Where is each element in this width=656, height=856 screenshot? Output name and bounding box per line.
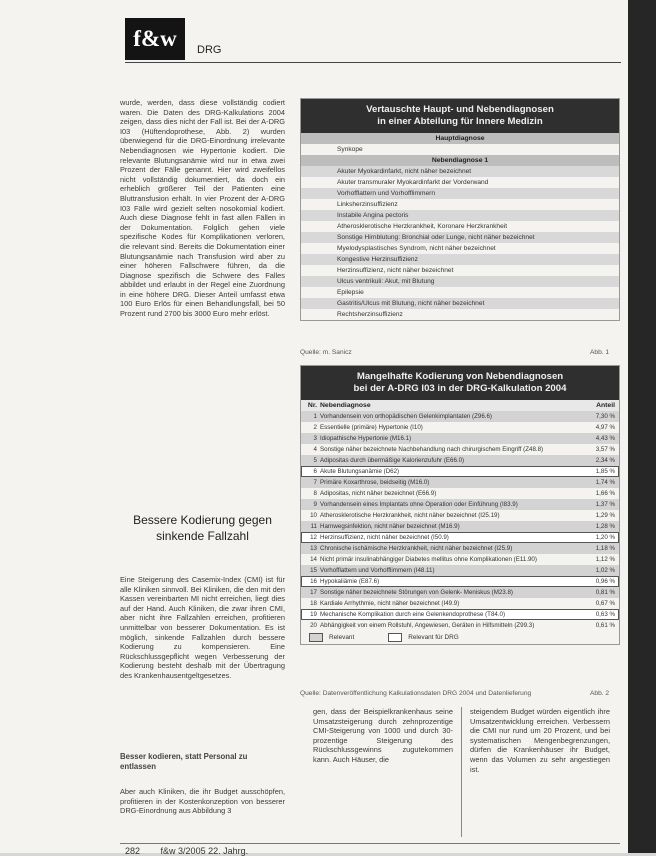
row-share: 1,74 % [595, 479, 615, 486]
row-diagnosis: Sonstige näher bezeichnete Nachbehandlung nach chirurgischem Eingriff (Z48.8) [320, 446, 544, 453]
table-row [301, 466, 619, 477]
table-row [301, 477, 619, 488]
row-diagnosis: Harnwegsinfektion, nicht näher bezeichnet (M16.9) [320, 523, 460, 530]
row-number: 9 [313, 501, 317, 508]
secondary-diagnosis-item: Akuter transmuraler Myokardinfarkt der Vorderwand [337, 179, 489, 186]
col-name-header: Nebendiagnose [320, 402, 371, 409]
figure-1-number: Abb. 1 [590, 349, 610, 356]
row-share: 4,97 % [595, 424, 615, 431]
secondary-diagnosis-item: Kongestive Herzinsuffizienz [301, 254, 619, 265]
row-share: 0,81 % [595, 589, 615, 596]
figure-2-legend [301, 631, 619, 644]
row-share: 1,66 % [595, 490, 615, 497]
table-row [301, 532, 619, 543]
legend-drg-swatch [388, 633, 402, 642]
secondary-diagnosis-item: Atherosklerotische Herzkrankheit, Koronare Herzkrankheit [337, 223, 508, 230]
secondary-diagnosis-item: Linksherzinsuffizienz [337, 201, 398, 208]
page-footer [125, 846, 266, 856]
table-row [301, 521, 619, 532]
header-rule [125, 62, 621, 63]
row-share: 1,37 % [595, 501, 615, 508]
table-row [301, 565, 619, 576]
table-row [301, 620, 619, 631]
row-share: 4,43 % [595, 435, 615, 442]
row-number: 5 [313, 457, 317, 464]
row-number: 16 [310, 578, 317, 585]
row-diagnosis: Mechanische Komplikation durch eine Gelenkendoprothese (T84.0) [320, 611, 506, 618]
figure-1-title-line1: Vertauschte Haupt- und Nebendiagnosen [366, 104, 554, 115]
table-row [301, 444, 619, 455]
row-number: 10 [310, 512, 317, 519]
row-number: 20 [310, 622, 317, 629]
row-diagnosis: Primäre Koxarthrose, beidseitig (M16.0) [320, 479, 430, 486]
secondary-diagnosis-item: Rechtsherzinsuffizienz [337, 311, 403, 318]
main-diagnosis-item: Synkope [337, 146, 363, 153]
col-share-header: Anteil [596, 402, 615, 409]
column-separator [461, 707, 462, 837]
row-diagnosis: Vorhofflattern und Vorhofflimmern (I48.11) [320, 567, 435, 574]
table-row [301, 609, 619, 620]
table-header [301, 400, 619, 411]
row-diagnosis: Adipositas durch übermäßige Kalorienzufuhr (E66.0) [320, 457, 465, 464]
row-number: 1 [313, 413, 317, 420]
subheading: Bessere Kodierung gegen sinkende Fallzahl [133, 513, 272, 543]
footer-rule [120, 843, 620, 844]
row-share: 1,20 % [595, 534, 615, 541]
table-row [301, 543, 619, 554]
row-number: 4 [313, 446, 317, 453]
row-diagnosis: Hypokaliämie (E87.6) [320, 578, 380, 585]
row-share: 3,57 % [595, 446, 615, 453]
row-number: 17 [310, 589, 317, 596]
secondary-diagnosis-item: Instabile Angina pectoris [301, 210, 619, 221]
row-diagnosis: Adipositas, nicht näher bezeichnet (E66.9) [320, 490, 437, 497]
row-diagnosis: Atherosklerotische Herzkrankheit, nicht näher bezeichnet (I25.19) [320, 512, 500, 519]
row-share: 0,67 % [595, 600, 615, 607]
figure-2-title-line2: bei der A-DRG I03 in der DRG-Kalkulation 2004 [353, 383, 567, 394]
body-text-right: steigendem Budget würden eigentlich ihre Umsatzentwicklung erreichen. Verbessern die CMI nur rund um 20 Prozent, und bei systematischen Mengenbegrenzungen, dürfen die Krankenhäuser ihr Budget, wenn das Volumen zu sehr angestiegen ist. [470, 707, 610, 774]
row-number: 19 [310, 611, 317, 618]
row-diagnosis: Nicht primär insulinabhängiger Diabetes mellitus ohne Komplikationen (E11.90) [320, 556, 537, 563]
secondary-diagnosis-list [301, 166, 619, 320]
figure-1-source: Quelle: m. Sanicz [300, 349, 352, 356]
journal-logo: f&w [125, 18, 185, 60]
section-label: DRG [197, 44, 222, 56]
table-row [301, 411, 619, 422]
figure-2-title-line1: Mangelhafte Kodierung von Nebendiagnosen [356, 371, 564, 382]
page-edge-shadow [628, 0, 656, 853]
row-diagnosis: Essentielle (primäre) Hypertonie (I10) [320, 424, 423, 431]
secondary-diagnosis-item: Epilepsie [337, 289, 364, 296]
row-share: 1,29 % [595, 512, 615, 519]
row-share: 0,63 % [595, 611, 615, 618]
row-share: 1,12 % [595, 556, 615, 563]
legend-relevant-swatch [309, 633, 323, 642]
figure-1 [300, 98, 620, 321]
secondary-diagnosis-item: Akuter Myokardinfarkt, nicht näher bezeichnet [301, 166, 619, 177]
row-share: 1,18 % [595, 545, 615, 552]
table-row [301, 455, 619, 466]
row-number: 8 [313, 490, 317, 497]
small-heading: Besser kodieren, statt Personal zu entlassen [120, 752, 248, 771]
main-diagnosis-header: Hauptdiagnose [301, 133, 619, 144]
figure-2-title [301, 366, 619, 400]
body-text-left-top: wurde, werden, dass diese vollständig codiert waren. Die Daten des DRG-Kalkulations 2004 zeigen, dass dies nicht der Fall ist. Bei der A-DRG I03 (Hüftendoprothese, Abb. 2) wurden überwiegend für die DRG-Einordnung irrelevante Nebendiagnosen wie Hypertonie kodiert. Die relevante Blutungsanämie wird nur in etwa zwei Prozent der Fälle genannt. Hier wird zweifellos nicht vollständig dokumentiert, da doch ein erheblich größerer Teil der Patienten eine Bluttransfusion erhält. In vier Prozent der A-DRG I03 Fälle wird gezielt selten nosokomial kodiert. Auch diese Diagnose fehlt in fast allen Fällen in der Dokumentation. Folglich gehen viele spezifische Kodes für Komplikationen verloren, die relevant sind. Bereits die Dokumentation einer Blutungsanämie nach Transfusion wird aber zu einer höheren Fallschwere führen, da die Diagnose spezifisch die Schwere des Falles abbildet und erlaubt in der Regel eine Zuordnung in eine höhere DRG. Dieser Anteil umfasst etwa 100 Euro Erlös für einen Behandlungsfall, bei 50 Prozent rund 2700 bis 3000 Euro mehr erlöst. [120, 98, 285, 319]
table-row [301, 587, 619, 598]
page-number: 282 [125, 846, 141, 856]
secondary-diagnosis-item: Ulcus ventrikuli: Akut, mit Blutung [301, 276, 619, 287]
secondary-diagnosis-item: Vorhofflattern und Vorhofflimmern [301, 188, 619, 199]
figure-2 [300, 365, 620, 645]
table-row [301, 488, 619, 499]
secondary-diagnosis-item: Herzinsuffizienz, nicht näher bezeichnet [337, 267, 454, 274]
legend-relevant-label: Relevant [329, 634, 355, 641]
row-diagnosis: Idiopathische Hypertonie (M16.1) [320, 435, 412, 442]
row-share: 0,96 % [595, 578, 615, 585]
row-number: 6 [313, 468, 317, 475]
row-diagnosis: Kardiale Arrhythmie, nicht näher bezeichnet (I49.9) [320, 600, 460, 607]
row-share: 1,02 % [595, 567, 615, 574]
main-diagnosis-list [301, 144, 619, 155]
row-number: 14 [310, 556, 317, 563]
row-share: 0,61 % [595, 622, 615, 629]
figure-2-source: Quelle: Datenveröffentlichung Kalkulationsdaten DRG 2004 und Datenlieferung [300, 690, 532, 697]
row-diagnosis: Sonstige näher bezeichnete Störungen von Gelenk- Meniskus (M23.8) [320, 589, 513, 596]
row-diagnosis: Chronische ischämische Herzkrankheit, nicht näher bezeichnet (I25.9) [320, 545, 513, 552]
table-body [301, 411, 619, 631]
table-row [301, 576, 619, 587]
body-text-left-bottom: Aber auch Kliniken, die ihr Budget ausschöpfen, profitieren in der Kostenkonzeption von besserer DRG-Einordnung aus Abbildung 3 [120, 787, 285, 816]
row-diagnosis: Vorhandensein eines Implantats ohne Operation oder Einführung (I83.9) [320, 501, 518, 508]
row-number: 13 [310, 545, 317, 552]
row-number: 11 [310, 523, 317, 530]
row-number: 18 [310, 600, 317, 607]
row-number: 7 [313, 479, 317, 486]
journal-issue: f&w 3/2005 22. Jahrg. [160, 846, 249, 856]
row-diagnosis: Herzinsuffizienz, nicht näher bezeichnet (I50.9) [320, 534, 449, 541]
table-row [301, 510, 619, 521]
figure-1-title-line2: in einer Abteilung für Innere Medizin [377, 116, 543, 127]
row-diagnosis: Abhängigkeit von einem Rollstuhl, Angewiesen, Geräten in Hilfsmitteln (Z99.3) [320, 622, 535, 629]
secondary-diagnosis-item: Gastritis/Ulcus mit Blutung, nicht näher bezeichnet [301, 298, 619, 309]
legend-drg-label: Relevant für DRG [408, 634, 459, 641]
table-row [301, 598, 619, 609]
table-row [301, 422, 619, 433]
row-share: 2,34 % [595, 457, 615, 464]
row-number: 3 [313, 435, 317, 442]
row-share: 1,85 % [595, 468, 615, 475]
figure-1-title [301, 99, 619, 133]
figure-2-number: Abb. 2 [590, 690, 610, 697]
col-nr-header: Nr. [307, 402, 317, 409]
table-row [301, 499, 619, 510]
row-number: 2 [313, 424, 317, 431]
row-number: 12 [310, 534, 317, 541]
row-diagnosis: Akute Blutungsanämie (D62) [320, 468, 400, 475]
row-number: 15 [310, 567, 317, 574]
body-text-middle: gen, dass der Beispielkrankenhaus seine Umsatzsteigerung durch zehnprozentige CMI-Steigerung von 1000 und durch 30-prozentige Steigerung des Rückschlussgewinns zugutekommen kann. Auch Häuser, die [313, 707, 453, 764]
row-share: 1,28 % [595, 523, 615, 530]
row-diagnosis: Vorhandensein von orthopädischen Gelenkimplantaten (Z96.6) [320, 413, 492, 420]
secondary-diagnosis-item: Myelodysplastisches Syndrom, nicht näher bezeichnet [337, 245, 496, 252]
secondary-diagnosis-header: Nebendiagnose 1 [301, 155, 619, 166]
table-row [301, 433, 619, 444]
row-share: 7,30 % [595, 413, 615, 420]
secondary-diagnosis-item: Sonstige Hirnblutung: Bronchial oder Lunge, nicht näher bezeichnet [301, 232, 619, 243]
table-row [301, 554, 619, 565]
body-text-left-mid: Eine Steigerung des Casemix-Index (CMI) ist für alle Kliniken sinnvoll. Bei Kliniken, die den mit den Kassen vereinbarten MI nicht erreichen, liegt dies auf der Hand. Auch Kliniken, die zwar ihren CMI, aber nicht ihre Fallzahlen erreichen, profitieren unmittelbar von besserer Dokumentation. Es ist möglich, sinkende Fallzahlen durch bessere Kodierung zu kompensieren. Eine Rückschlussgepflicht wegen Verbesserung der Kodierung besteht deshalb mit der Übertragung des Krankenhausentgeltgesetzes. [120, 575, 285, 680]
